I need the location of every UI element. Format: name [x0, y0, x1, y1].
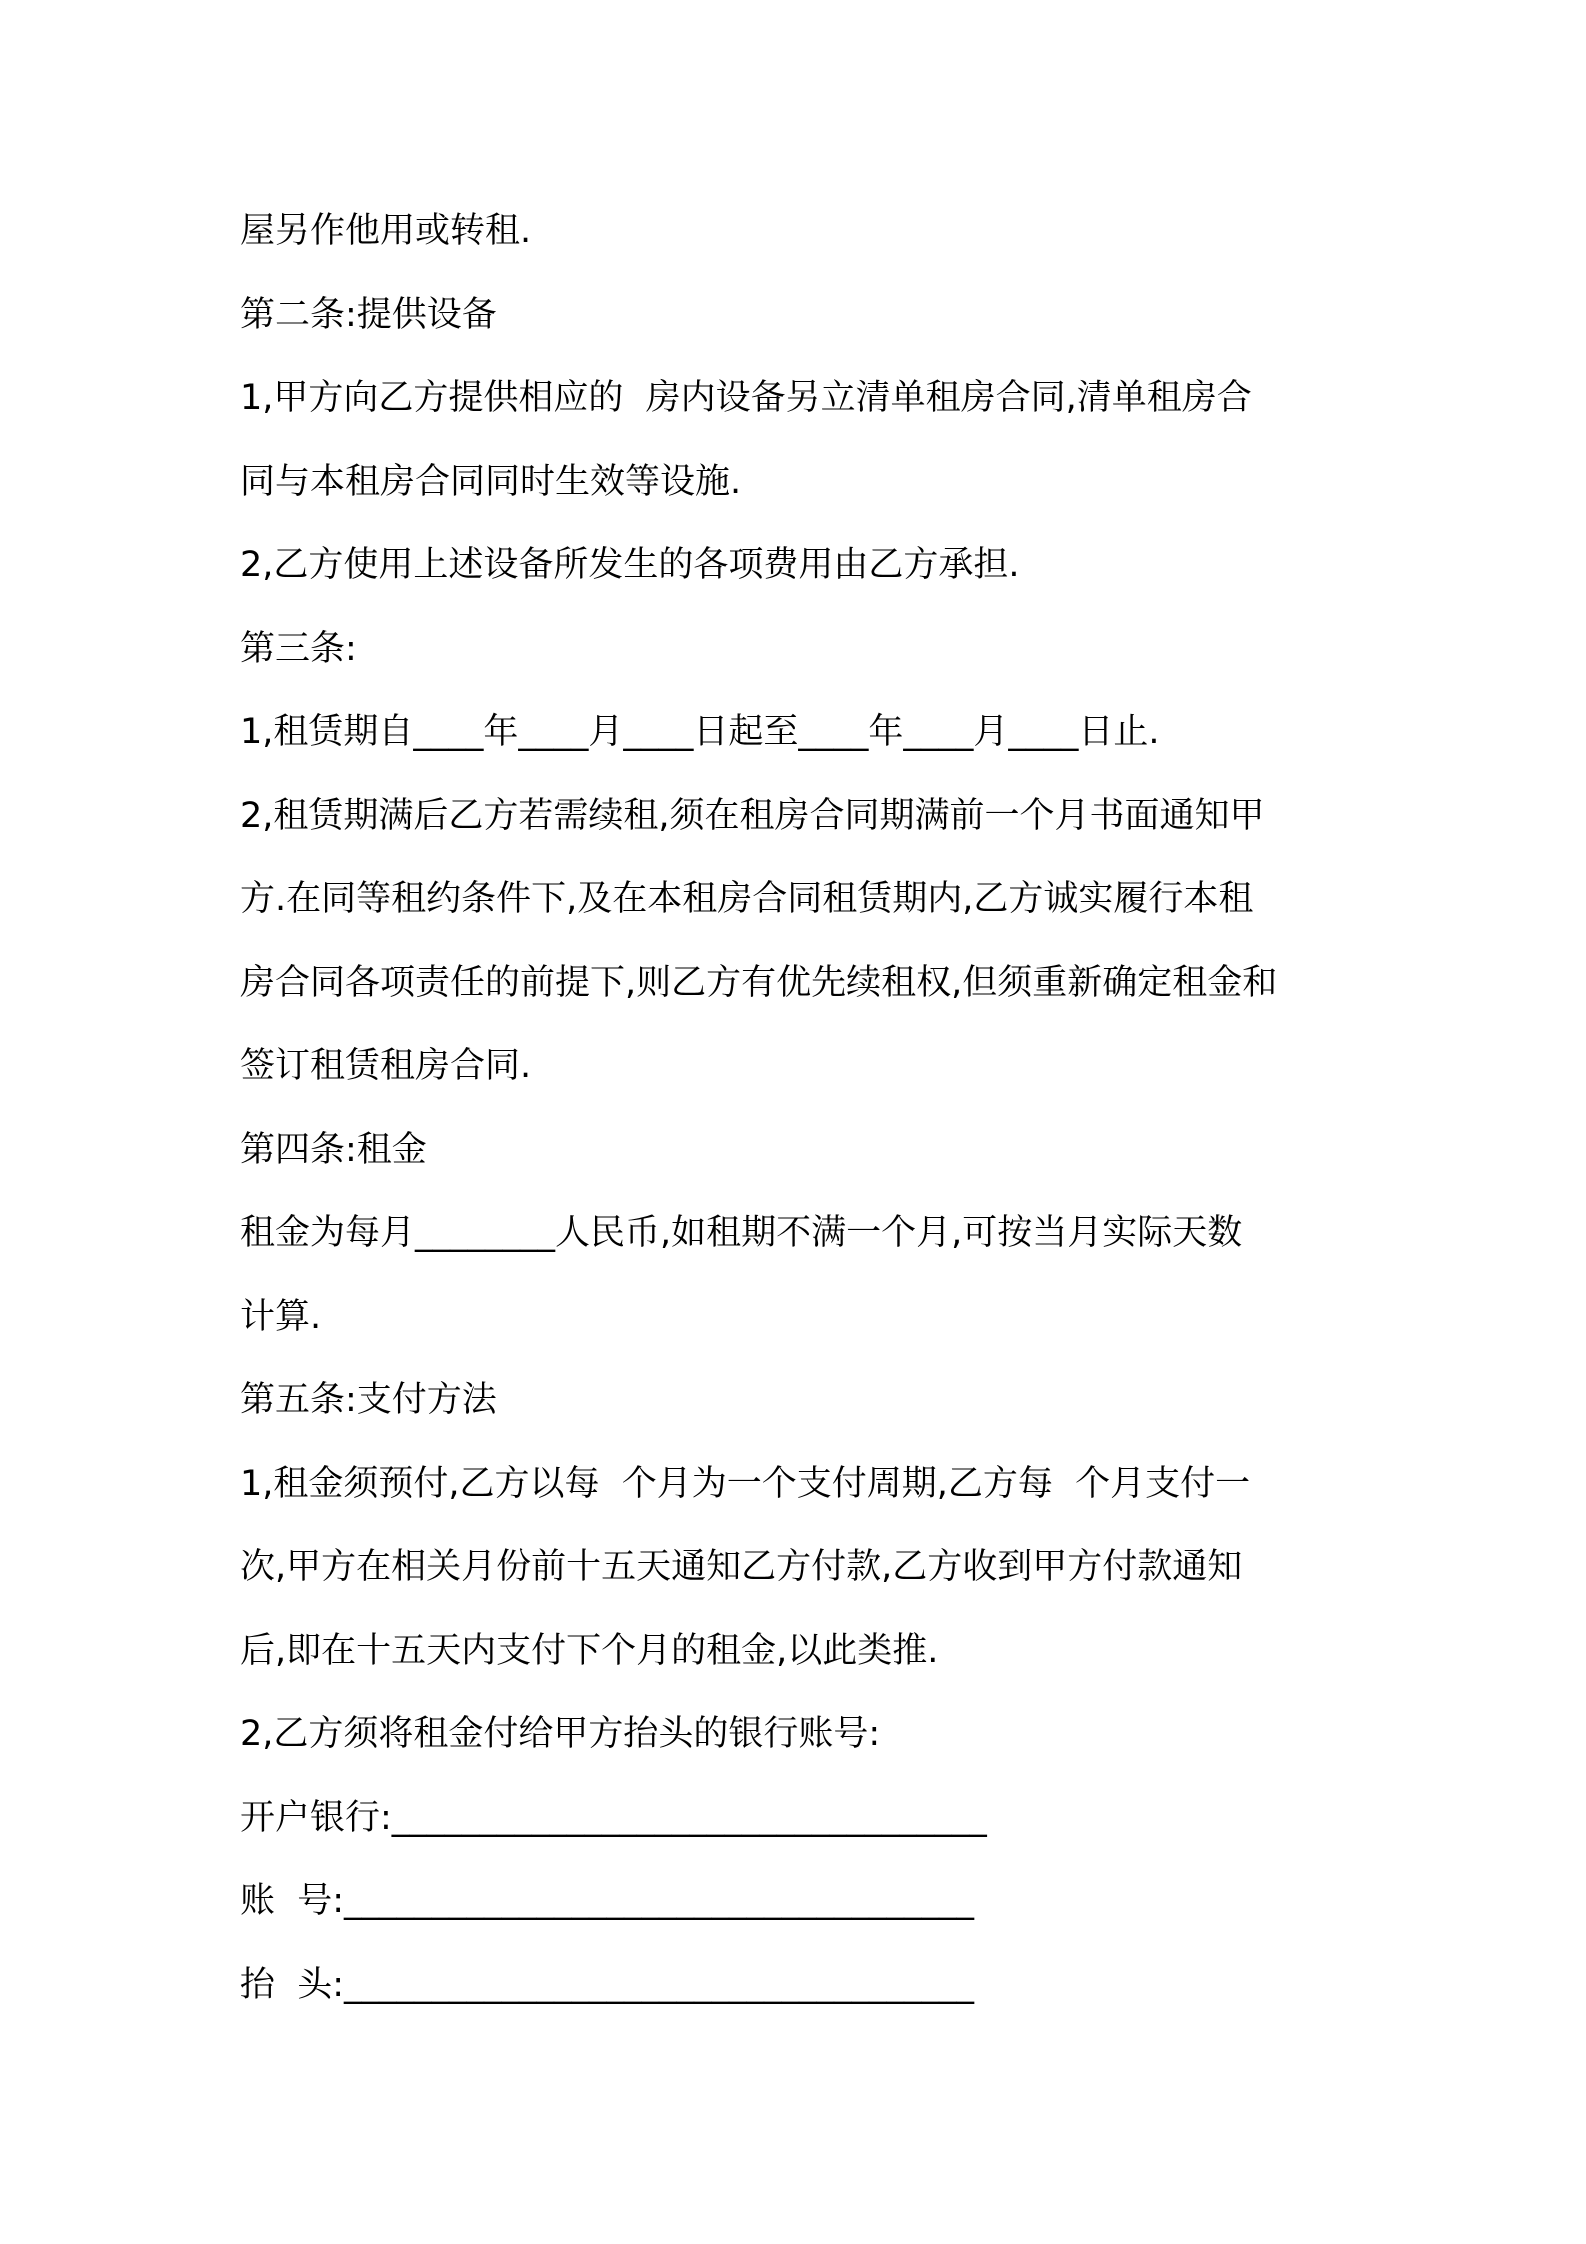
article-heading: 第二条:提供设备	[240, 294, 497, 335]
document-body	[240, 190, 1360, 2027]
text-line: 1,租金须预付,乙方以每 个月为一个支付周期,乙方每 个月支付一	[240, 1463, 1251, 1504]
account-number-field: 账 号:____________________________________	[240, 1881, 975, 1921]
article-heading: 第四条:租金	[240, 1129, 427, 1170]
article-heading: 第三条:	[240, 628, 357, 669]
rent-amount-line: 租金为每月________人民币,如租期不满一个月,可按当月实际天数	[240, 1213, 1243, 1253]
text-line: 次,甲方在相关月份前十五天通知乙方付款,乙方收到甲方付款通知	[240, 1547, 1243, 1587]
text-line: 方.在同等租约条件下,及在本租房合同租赁期内,乙方诚实履行本租	[240, 879, 1254, 919]
text-line: 房合同各项责任的前提下,则乙方有优先续租权,但须重新确定租金和	[240, 962, 1278, 1003]
text-line: 计算.	[240, 1296, 322, 1337]
text-line: 1,甲方向乙方提供相应的 房内设备另立清单租房合同,清单租房合	[240, 378, 1252, 418]
account-title-field: 抬 头:____________________________________	[240, 1964, 975, 2005]
text-line: 签订租赁租房合同.	[240, 1046, 532, 1086]
text-line: 屋另作他用或转租.	[240, 211, 532, 251]
text-line: 后,即在十五天内支付下个月的租金,以此类推.	[240, 1630, 939, 1671]
lease-term-line: 1,租赁期自____年____月____日起至____年____月____日止.	[240, 712, 1160, 752]
article-heading: 第五条:支付方法	[240, 1380, 497, 1420]
text-line: 2,乙方使用上述设备所发生的各项费用由乙方承担.	[240, 545, 1020, 585]
bank-name-field: 开户银行:__________________________________	[240, 1797, 987, 1838]
text-line: 2,乙方须将租金付给甲方抬头的银行账号:	[240, 1714, 881, 1754]
text-line: 2,租赁期满后乙方若需续租,须在租房合同期满前一个月书面通知甲	[240, 795, 1265, 836]
text-line: 同与本租房合同同时生效等设施.	[240, 461, 742, 502]
